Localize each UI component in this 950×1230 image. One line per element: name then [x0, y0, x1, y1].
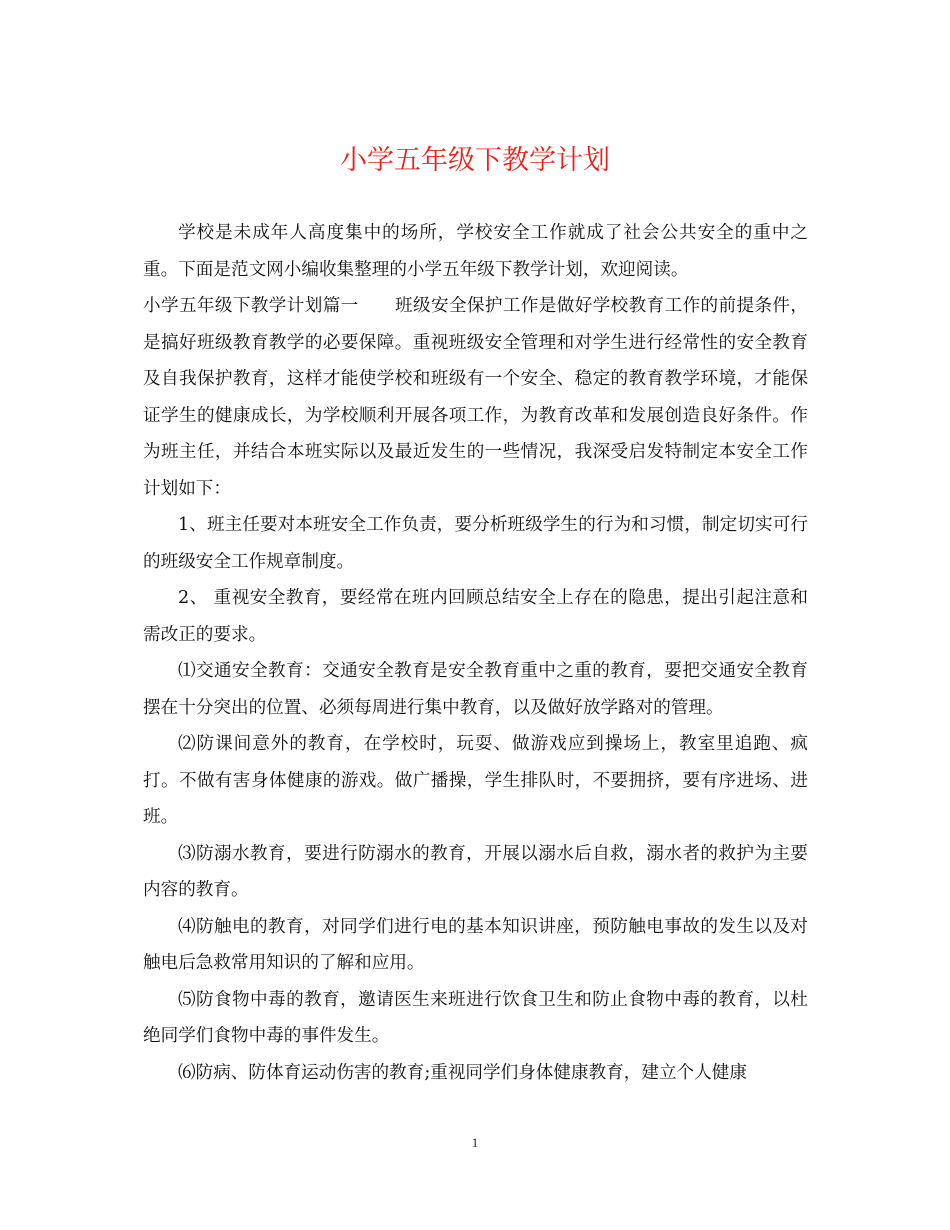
list-item-traffic: ⑴交通安全教育：交通安全教育是安全教育重中之重的教育，要把交通安全教育摆在十分突出的位置、必须每周进行集中教育，以及做好放学路对的管理。 [143, 661, 808, 718]
list-item-drowning: ⑶防溺水教育，要进行防溺水的教育，开展以溺水后自救，溺水者的救护为主要内容的教育。 [143, 843, 808, 900]
section-text: 班级安全保护工作是做好学校教育工作的前提条件，是搞好班级教育教学的必要保障。重视班级安全管理和对学生进行经常性的安全教育及自我保护教育，这样才能使学校和班级有一个安全、稳定的教育教学环境，才能保证学生的健康成长，为学校顺利开展各项工作，为教育改革和发展创造良好条件。作为班主任，并结合本班实际以及最近发生的一些情况，我深受启发特制定本安全工作计划如下： [143, 296, 808, 499]
list-item-sports: ⑹防病、防体育运动伤害的教育;重视同学们身体健康教育，建立个人健康 [178, 1062, 747, 1083]
list-item-food: ⑸防食物中毒的教育，邀请医生来班进行饮食卫生和防止食物中毒的教育，以杜绝同学们食物中毒的事件发生。 [143, 989, 808, 1046]
document-title: 小学五年级下教学计划 [340, 145, 610, 176]
document-body [143, 215, 808, 1091]
list-item-recess: ⑵防课间意外的教育，在学校时，玩耍、做游戏应到操场上，教室里追跑、疯打。不做有害身体健康的游戏。做广播操，学生排队时，不要拥挤，要有序进场、进班。 [143, 734, 808, 827]
list-item-1: 1、班主任要对本班安全工作负责，要分析班级学生的行为和习惯，制定切实可行的班级安全工作规章制度。 [143, 515, 808, 572]
page-number: 1 [471, 1135, 479, 1150]
section-heading: 小学五年级下教学计划篇一 [143, 296, 359, 316]
intro-paragraph: 学校是未成年人高度集中的场所，学校安全工作就成了社会公共安全的重中之重。下面是范文网小编收集整理的小学五年级下教学计划，欢迎阅读。 [143, 223, 808, 280]
list-item-electric: ⑷防触电的教育，对同学们进行电的基本知识讲座，预防触电事故的发生以及对触电后急救常用知识的了解和应用。 [143, 916, 808, 973]
section-paragraph [143, 288, 808, 507]
list-item-2: 2、 重视安全教育，要经常在班内回顾总结安全上存在的隐患，提出引起注意和需改正的要求。 [143, 588, 808, 645]
